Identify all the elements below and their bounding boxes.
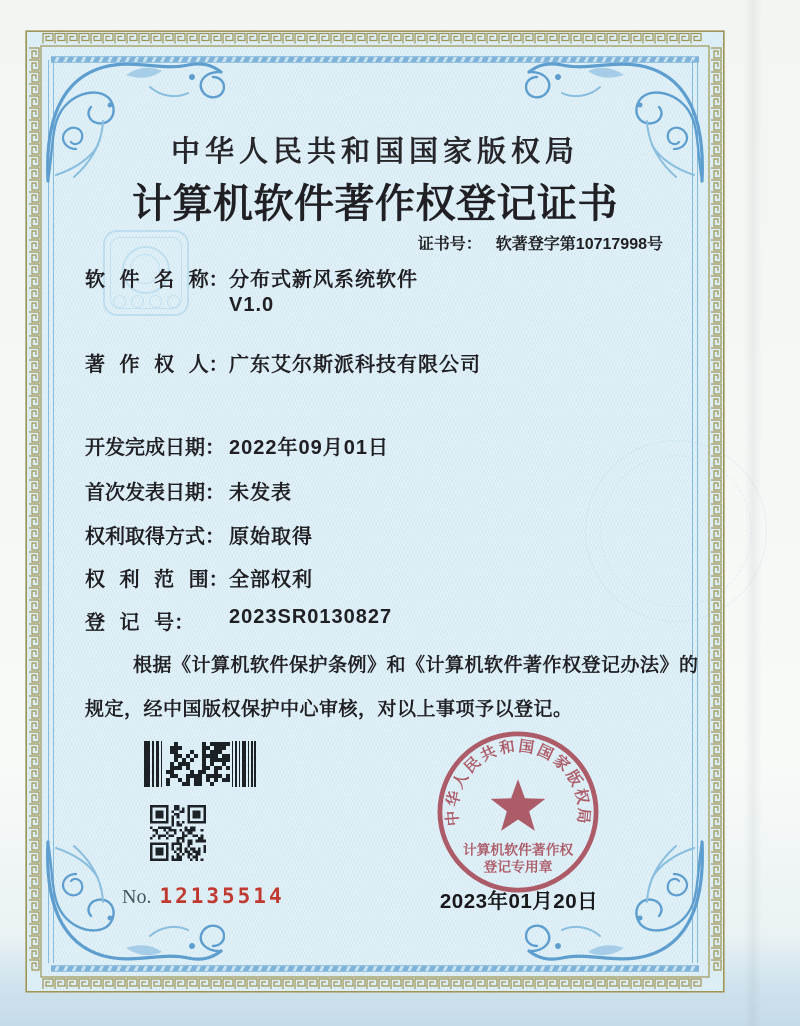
field-label: 开发完成日期： bbox=[85, 437, 225, 459]
field-value: 未发表 bbox=[229, 482, 292, 504]
qr-code bbox=[150, 805, 206, 861]
seal-caption-line1: 计算机软件著作权 bbox=[462, 841, 574, 858]
seal-ring-text: 中华人民共和国国家版权局 bbox=[443, 738, 593, 827]
certificate-number-line bbox=[60, 231, 663, 254]
serial-number-line bbox=[122, 884, 285, 909]
field-value-version: V1.0 bbox=[229, 294, 275, 316]
seal-caption-line2: 登记专用章 bbox=[483, 858, 553, 875]
serial-number: 12135514 bbox=[159, 884, 285, 908]
field-label: 登 记 号： bbox=[85, 612, 195, 634]
field-value: 广东艾尔斯派科技有限公司 bbox=[229, 354, 481, 376]
statement-line-2: 规定，经中国版权保护中心审核，对以上事项予以登记。 bbox=[85, 699, 573, 720]
statement-line-1: 根据《计算机软件保护条例》和《计算机软件著作权登记办法》的 bbox=[133, 655, 699, 676]
certificate-title: 计算机软件著作权登记证书 bbox=[132, 181, 618, 226]
field-value: 2022年09月01日 bbox=[229, 437, 389, 459]
authority-title: 中华人民共和国国家版权局 bbox=[170, 136, 579, 168]
field-label: 权 利 范 围： bbox=[85, 569, 229, 591]
field-value: 分布式新风系统软件 bbox=[229, 269, 418, 291]
issue-date: 2023年01月20日 bbox=[439, 890, 599, 913]
serial-prefix: No. bbox=[122, 886, 152, 908]
barcode bbox=[144, 741, 256, 787]
certificate bbox=[25, 30, 725, 993]
seal-star-icon bbox=[491, 779, 546, 831]
field-value: 全部权利 bbox=[229, 569, 313, 591]
field-value: 2023SR0130827 bbox=[229, 606, 393, 628]
certificate-number-value: 软著登字第10717998号 bbox=[495, 236, 663, 253]
field-label: 软 件 名 称： bbox=[85, 269, 229, 291]
field-label: 著 作 权 人： bbox=[85, 354, 229, 376]
field-label: 首次发表日期： bbox=[85, 482, 225, 504]
official-seal bbox=[433, 727, 603, 897]
field-label: 权利取得方式： bbox=[85, 526, 225, 548]
field-value: 原始取得 bbox=[229, 526, 313, 548]
certificate-number-label: 证书号： bbox=[417, 236, 482, 253]
